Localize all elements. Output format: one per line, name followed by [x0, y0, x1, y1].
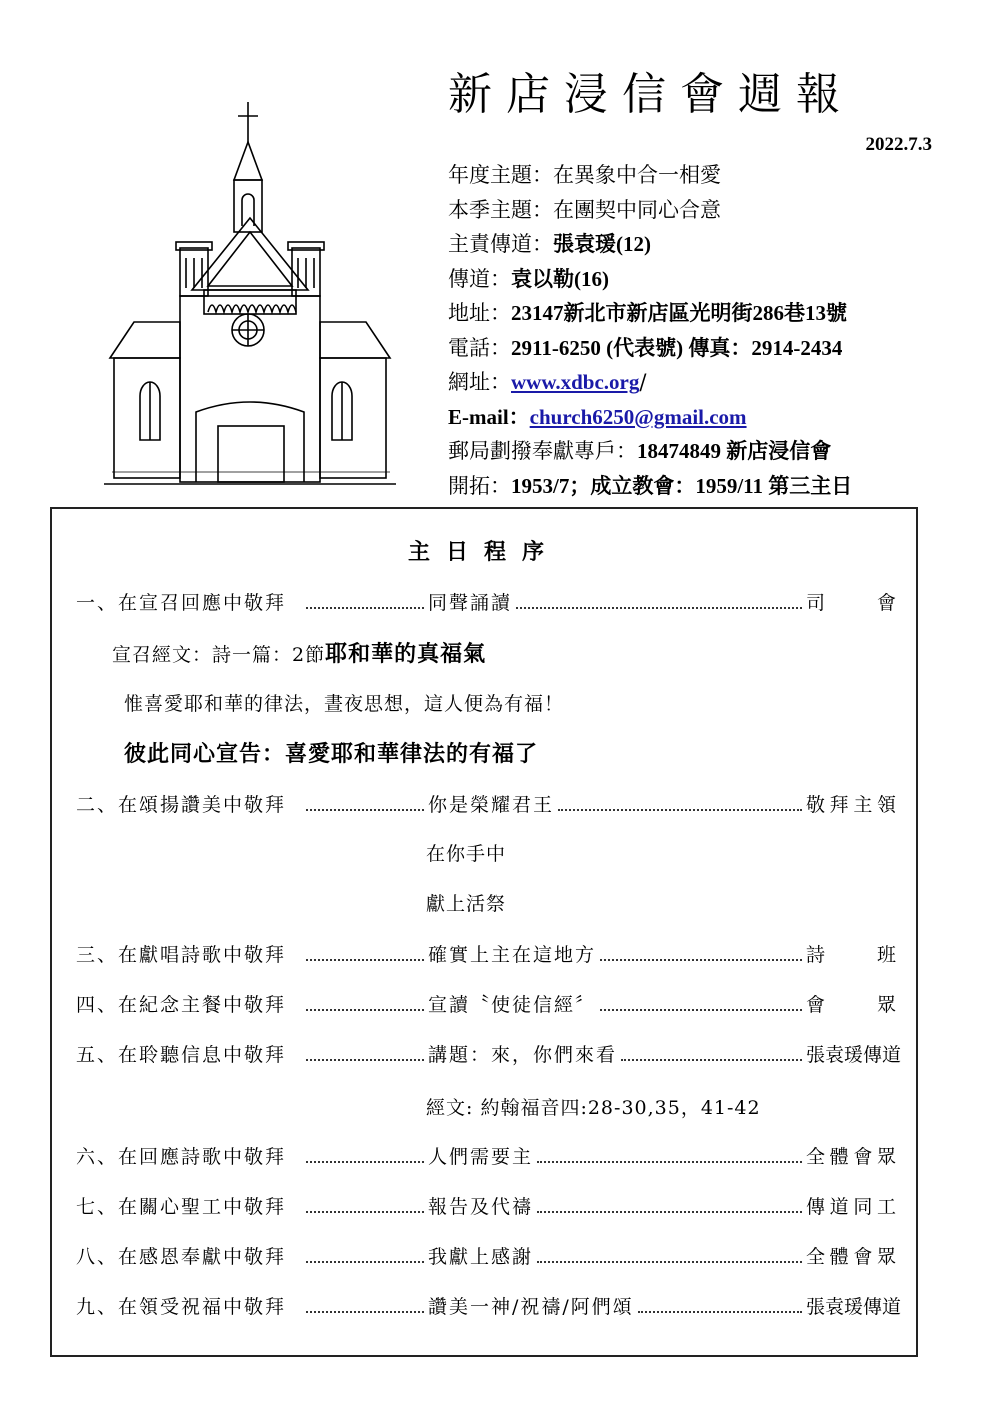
song-item: 在你手中 — [426, 843, 507, 865]
program-title: 主日程序 — [407, 539, 560, 565]
church-info — [448, 158, 968, 503]
worship-program — [50, 507, 918, 1357]
founding-info: 開拓：1953/7；成立教會：1959/11 第三主日 — [448, 473, 853, 498]
postal-account: 郵局劃撥奉獻專戶：18474849 新店浸信會 — [448, 439, 832, 463]
program-item: 六、在回應詩歌中敬拜 人們需要主 全體會眾 — [76, 1146, 896, 1168]
bulletin-title: 新店浸信會週報 — [448, 69, 854, 120]
bulletin-date: 2022.7.3 — [865, 134, 932, 155]
program-item: 八、在感恩奉獻中敬拜 我獻上感謝 全體會眾 — [76, 1246, 896, 1268]
program-item: 四、在紀念主餐中敬拜 宣讀〝使徒信經〞 會 眾 — [76, 994, 896, 1016]
program-item: 二、在頌揚讚美中敬拜 你是榮耀君王 敬拜主領 — [76, 794, 896, 816]
call-scripture: 宣召經文：詩一篇：2節耶和華的真福氣 — [112, 641, 487, 667]
declaration: 彼此同心宣告：喜愛耶和華律法的有福了 — [124, 741, 539, 767]
call-verse: 惟喜愛耶和華的律法，晝夜思想，這人便為有福！ — [124, 693, 565, 715]
program-item: 七、在關心聖工中敬拜 報告及代禱 傳道同工 — [76, 1196, 896, 1218]
phone-fax: 電話：2911-6250 (代表號) 傳真：2914-2434 — [448, 335, 843, 360]
song-item: 獻上活祭 — [426, 893, 507, 915]
address: 地址：23147新北市新店區光明街286巷13號 — [448, 301, 847, 325]
annual-theme: 年度主題：在異象中合一相愛 — [448, 163, 721, 187]
email: E-mail：church6250@gmail.com — [448, 404, 747, 429]
website-link[interactable]: www.xdbc.org — [511, 370, 640, 394]
website: 網址：www.xdbc.org/ — [448, 370, 647, 394]
email-link[interactable]: church6250@gmail.com — [529, 404, 747, 429]
program-item: 五、在聆聽信息中敬拜 講題：來，你們來看 張袁瑗傳道 — [76, 1044, 902, 1066]
lead-pastor: 主責傳道：張袁瑗(12) — [448, 232, 651, 256]
program-item: 三、在獻唱詩歌中敬拜 確實上主在這地方 詩 班 — [76, 944, 896, 966]
program-item: 一、在宣召回應中敬拜 同聲誦讀 司 會 — [76, 592, 896, 614]
quarter-theme: 本季主題：在團契中同心合意 — [448, 197, 721, 222]
pastor: 傳道：袁以勒(16) — [448, 266, 609, 291]
church-illustration — [100, 100, 400, 490]
program-item: 九、在領受祝福中敬拜 讚美一神/祝禱/阿們頌 張袁瑗傳道 — [76, 1296, 902, 1318]
sermon-scripture: 經文: 約翰福音四:28-30,35，41-42 — [426, 1097, 761, 1119]
